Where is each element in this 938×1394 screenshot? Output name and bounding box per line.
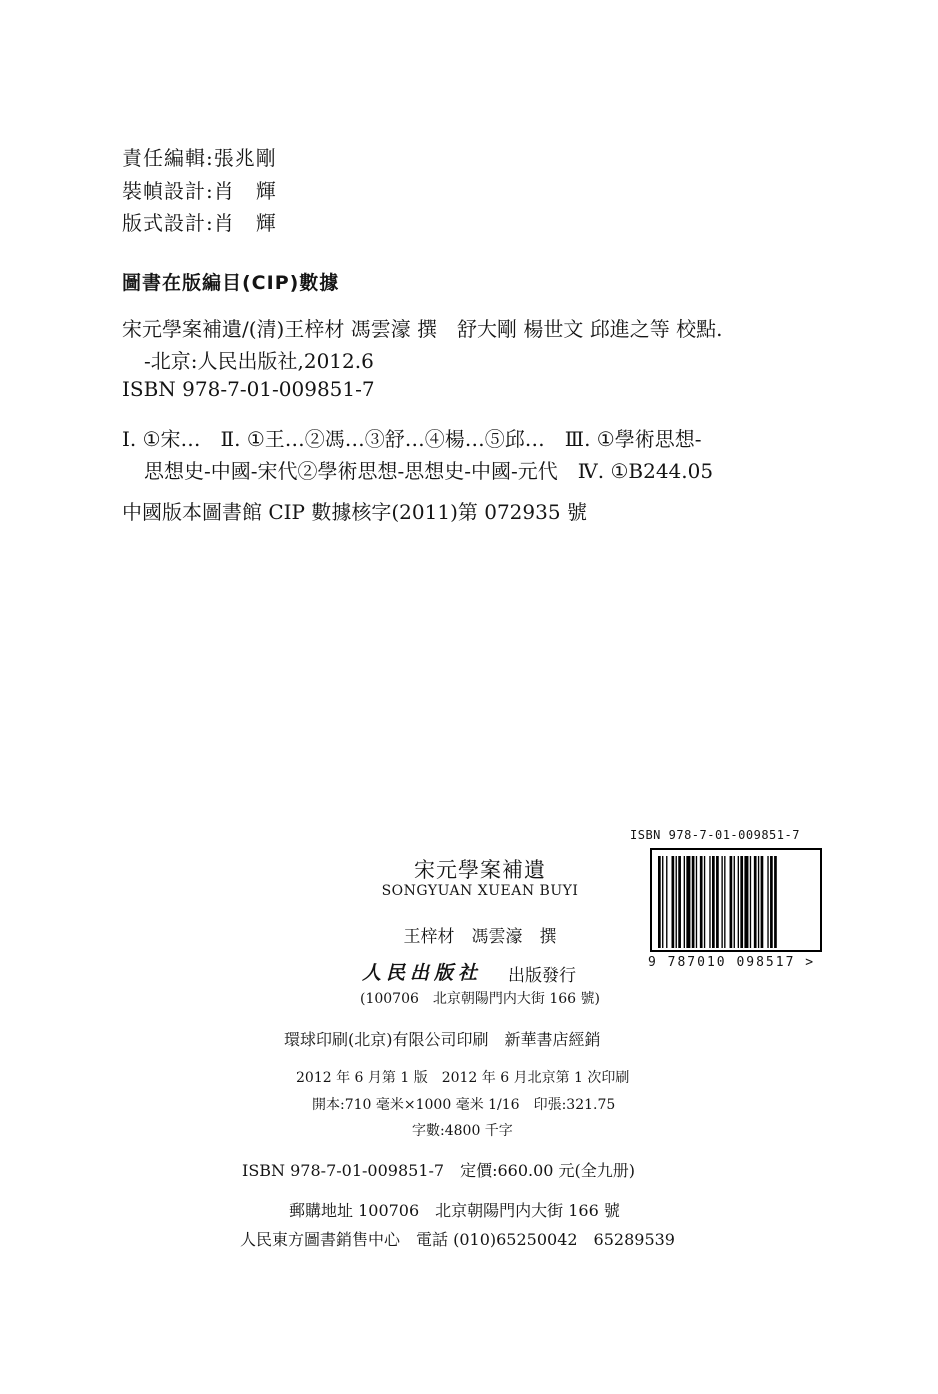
edition-line: 2012 年 6 月第 1 版 2012 年 6 月北京第 1 次印刷 — [296, 1070, 630, 1086]
staff-name: 張兆剛 — [213, 146, 277, 170]
book-author: 王梓材 馮雲濠 撰 — [403, 927, 557, 947]
staff-binding-designer — [122, 175, 277, 204]
publisher-logo: 人民出版社 — [362, 962, 483, 984]
barcode-digits: 9 787010 098517 > — [648, 955, 816, 970]
barcode — [650, 848, 822, 952]
staff-label: 裝幀設計: — [122, 179, 214, 203]
staff-label: 責任編輯: — [122, 146, 214, 170]
barcode-bars-icon — [652, 850, 822, 952]
format-line: 開本:710 毫米×1000 毫米 1/16 印張:321.75 — [312, 1097, 616, 1113]
barcode-isbn-label: ISBN 978-7-01-009851-7 — [630, 828, 800, 842]
book-romanized-title: SONGYUAN XUEAN BUYI — [381, 883, 579, 899]
staff-name: 肖 輝 — [213, 211, 277, 235]
staff-editor — [122, 142, 277, 171]
staff-label: 版式設計: — [122, 211, 214, 235]
cip-line-isbn: ISBN 978-7-01-009851-7 — [122, 377, 375, 401]
staff-name: 肖 輝 — [213, 179, 277, 203]
cip-line-title: 宋元學案補遺/(清)王梓材 馮雲濠 撰 舒大剛 楊世文 邱進之等 校點. — [122, 317, 723, 341]
sales-line: 人民東方圖書銷售中心 電話 (010)65250042 65289539 — [240, 1230, 675, 1249]
word-count-line: 字數:4800 千字 — [412, 1123, 513, 1139]
cip-line-classification-cont: 思想史-中國-宋代②學術思想-思想史-中國-元代 Ⅳ. ①B244.05 — [144, 459, 714, 483]
printer-line: 環球印刷(北京)有限公司印刷 新華書店經銷 — [284, 1030, 601, 1049]
cip-line-classification: Ⅰ. ①宋… Ⅱ. ①王…②馮…③舒…④楊…⑤邱… Ⅲ. ①學術思想- — [122, 427, 702, 451]
staff-layout-designer — [122, 207, 277, 236]
cip-line-publisher: -北京:人民出版社,2012.6 — [144, 349, 374, 373]
mail-order-line: 郵購地址 100706 北京朝陽門内大街 166 號 — [289, 1201, 620, 1220]
publisher-suffix: 出版發行 — [508, 966, 576, 986]
cip-record-number: 中國版本圖書館 CIP 數據核字(2011)第 072935 號 — [122, 500, 587, 524]
book-title: 宋元學案補遺 — [414, 858, 546, 882]
publisher-address: (100706 北京朝陽門内大街 166 號) — [360, 991, 600, 1007]
isbn-price-line: ISBN 978-7-01-009851-7 定價:660.00 元(全九册) — [242, 1161, 636, 1180]
cip-heading: 圖書在版編目(CIP)數據 — [122, 272, 340, 294]
